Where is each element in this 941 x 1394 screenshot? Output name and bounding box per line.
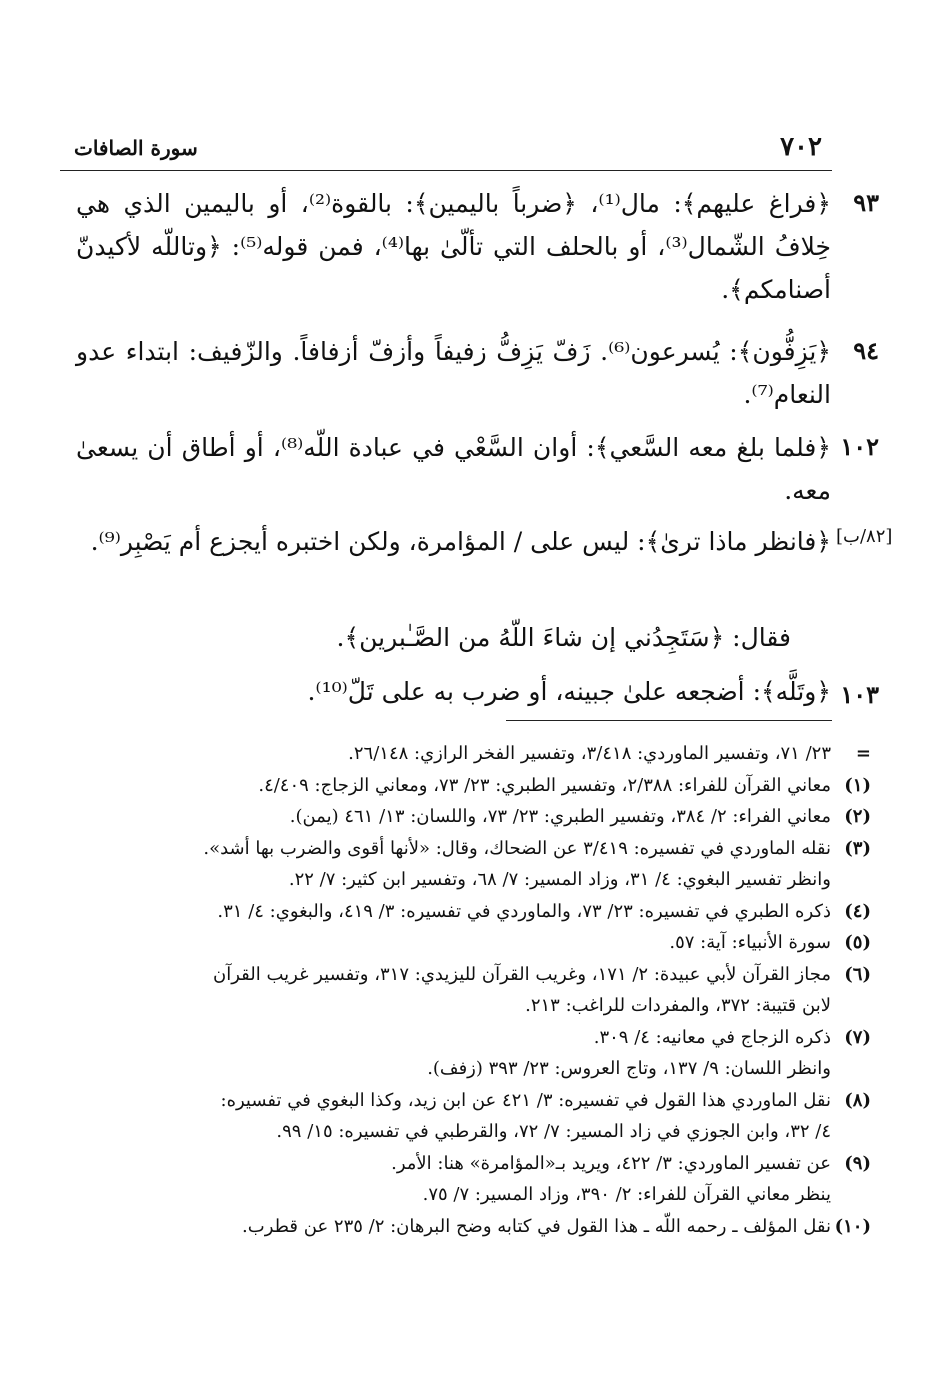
footnote-text: عن تفسير الماوردي: ٣/ ٤٢٢، ويريد بـ«المؤامرة» هنا: الأمر. — [391, 1152, 831, 1174]
footnote-text: وانظر تفسير البغوي: ٤/ ٣١، وزاد المسير: ٧/ ٦٨، وتفسير ابن كثير: ٧/ ٢٢. — [288, 869, 831, 890]
footnote — [80, 896, 871, 928]
footnote-number: (٣) — [844, 837, 871, 859]
footnote-text: معاني القرآن للفراء: ٢/٣٨٨، وتفسير الطبري: ٢٣/ ٧٣، ومعاني الزجاج: ٤/٤٠٩. — [258, 774, 831, 796]
commentary-entry: ﴿يَزِفُّون﴾: يُسرعون⁽⁶⁾. زَفّ يَزِفُّ زفيفاً وأزفّ أزفافاً. والزّفيف: ابتداء عدو النعام⁽⁷⁾. — [76, 337, 831, 409]
footnote-text: وانظر اللسان: ٩/ ١٣٧، وتاج العروس: ٢٣/ ٣٩٣ (زفف). — [427, 1058, 831, 1079]
footnote — [80, 770, 871, 802]
commentary-entry: ﴿فلما بلغ معه السَّعي﴾: أوان السَّعْي في عبادة اللّه⁽⁸⁾، أو أطاق أن يسعىٰ معه. — [76, 433, 831, 505]
surah-title: سورة الصافات — [74, 136, 198, 160]
footnotes — [80, 738, 871, 1242]
footnote — [80, 927, 871, 959]
footnote — [80, 1148, 871, 1211]
verse-number: ٩٤ — [853, 336, 879, 365]
verse-number: ٩٣ — [853, 188, 879, 217]
footnote-number: (٤) — [844, 900, 871, 922]
footnote-text: ذكره الطبري في تفسيره: ٢٣/ ٧٣، والماوردي في تفسيره: ٣/ ٤١٩، والبغوي: ٤/ ٣١. — [217, 900, 831, 922]
footnote-text: لابن قتيبة: ٣٧٢، والمفردات للراغب: ٢١٣. — [525, 995, 831, 1016]
footnote-text: سورة الأنبياء: آية: ٥٧. — [669, 932, 831, 953]
footnote-text: ٢٣/ ٧١، وتفسير الماوردي: ٣/٤١٨، وتفسير الفخر الرازي: ٢٦/١٤٨. — [348, 743, 831, 764]
footnote — [80, 738, 871, 770]
footnote-number: (٢) — [844, 806, 871, 827]
footnote — [80, 801, 871, 833]
footnote-number: (٦) — [844, 963, 871, 985]
footnote-text: نقل الماوردي هذا القول في تفسيره: ٣/ ٤٢١ عن ابن زيد، وكذا البغوي في تفسيره: — [220, 1089, 831, 1111]
footnote-text: ينظر معاني القرآن للفراء: ٢/ ٣٩٠، وزاد المسير: ٧/ ٧٥. — [422, 1184, 831, 1205]
commentary-entry: ﴿وتَلَّه﴾: أضجعه علىٰ جبينه، أو ضرب به على تَلّ⁽¹⁰⁾. — [307, 677, 831, 706]
manuscript-folio-note: [٨٢/ب] — [836, 526, 893, 547]
page-number: ٧٠٢ — [780, 132, 822, 162]
commentary-entry: ﴿فراغ عليهم﴾: مال⁽¹⁾، ﴿ضرباً باليمين﴾: بالقوة⁽²⁾، أو باليمين الذي هي خِلافُ الشّمال⁽³⁾، أو بالحلف التي تألّىٰ بها⁽⁴⁾، فمن قوله⁽⁵⁾: ﴿وتاللّه لأكيدنّ أصنامكم﴾. — [76, 189, 831, 304]
verse-number: ١٠٢ — [840, 432, 879, 461]
page-header — [60, 132, 832, 168]
footnote — [80, 833, 871, 896]
commentary-entry: فقال: ﴿سَتَجِدُني إن شاءَ اللّهُ من الصَّـٰبرين﴾. — [336, 623, 791, 652]
footnote-text: نقله الماوردي في تفسيره: ٣/٤١٩ عن الضحاك، وقال: «لأنها أقوى والضرب بها أشد». — [203, 837, 831, 859]
footnote-text: ٤/ ٣٢، وابن الجوزي في زاد المسير: ٧/ ٧٢، والقرطبي في تفسيره: ١٥/ ٩٩. — [276, 1121, 831, 1142]
footnote-number: = — [855, 743, 871, 764]
footnote-text: معاني الفراء: ٢/ ٣٨٤، وتفسير الطبري: ٢٣/ ٧٣، واللسان: ١٣/ ٤٦١ (يمن). — [289, 806, 831, 827]
footnote — [80, 1085, 871, 1148]
verse-number: ١٠٣ — [840, 680, 879, 709]
commentary-entry: ﴿فانظر ماذا ترىٰ﴾: ليس على / المؤامرة، ولكن اختبره أيجزع أم يَصْبِر⁽⁹⁾. — [90, 527, 831, 556]
footnote — [80, 1022, 871, 1085]
footnote — [80, 1211, 871, 1243]
header-divider — [60, 170, 832, 171]
footnote-text: نقل المؤلف ـ رحمه اللّه ـ هذا القول في كتابه وضح البرهان: ٢/ ٢٣٥ عن قطرب. — [242, 1215, 831, 1237]
footnote — [80, 959, 871, 1022]
footnote-number: (٩) — [844, 1152, 871, 1174]
footnote-text: ذكره الزجاج في معانيه: ٤/ ٣٠٩. — [593, 1026, 831, 1048]
footnote-number: (٧) — [844, 1026, 871, 1048]
footnote-number: (١٠) — [834, 1215, 871, 1237]
footnote-number: (٥) — [844, 932, 871, 953]
footnote-text: مجاز القرآن لأبي عبيدة: ٢/ ١٧١، وغريب القرآن لليزيدي: ٣١٧، وتفسير غريب القرآن — [213, 963, 831, 985]
footnote-number: (٨) — [844, 1089, 871, 1111]
footnote-divider — [506, 720, 832, 721]
footnote-number: (١) — [844, 774, 871, 796]
